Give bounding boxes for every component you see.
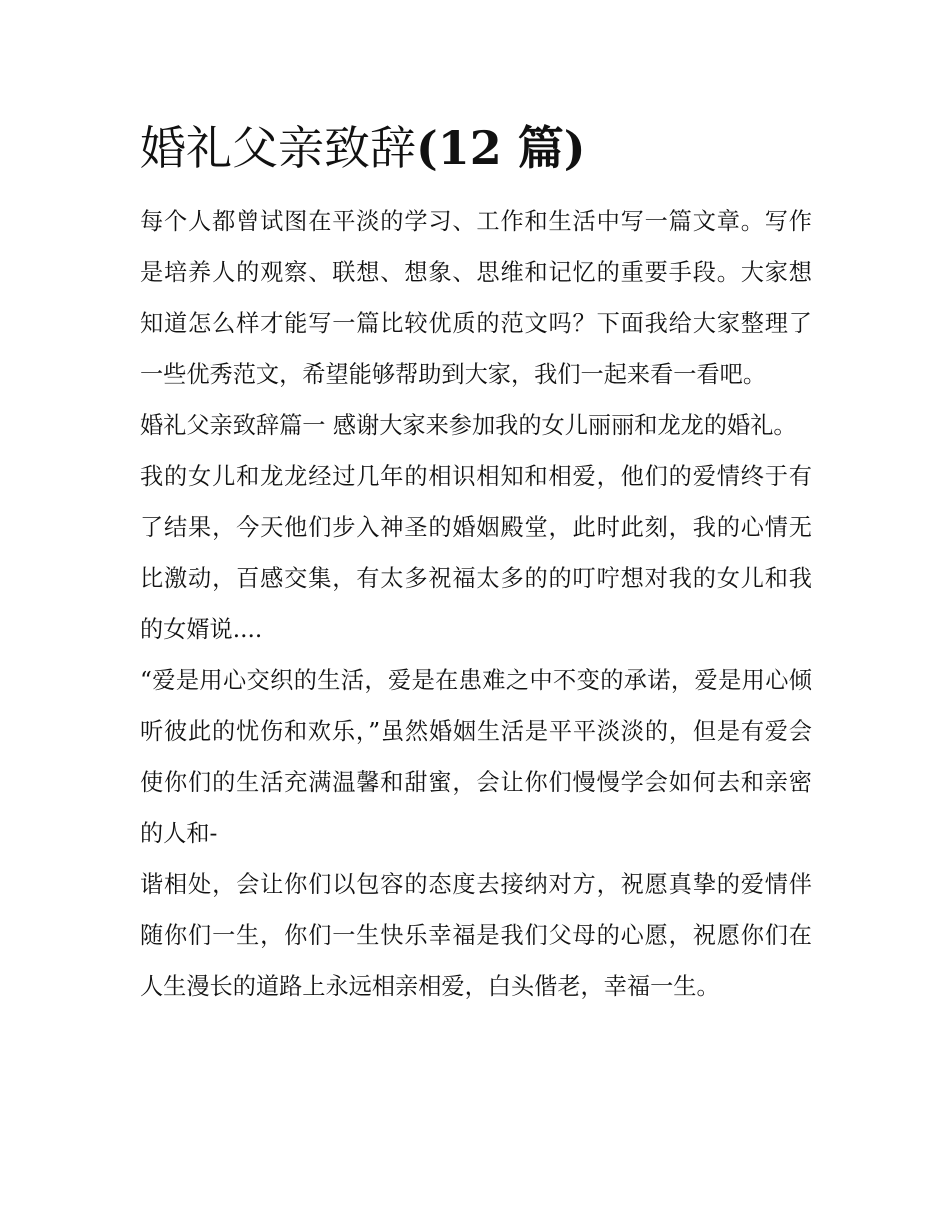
title-count: (12 篇)	[416, 121, 586, 175]
quote-paragraph: “爱是用心交织的生活，爱是在患难之中不变的承诺，爱是用心倾听彼此的忧伤和欢乐，”虽然婚姻生活是平平淡淡的，但是有爱会使你们的生活充满温馨和甜蜜，会让你们慢慢学会如何去和亲密的人和-	[140, 667, 812, 847]
body-paragraph: 我的女儿和龙龙经过几年的相识相知和相爱，他们的爱情终于有了结果，今天他们步入神圣的婚姻殿堂，此时此刻，我的心情无比激动，百感交集，有太多祝福太多的的叮咛想对我的女儿和我的女婿说....	[140, 463, 812, 643]
section-heading-paragraph: 婚礼父亲致辞篇一 感谢大家来参加我的女儿丽丽和龙龙的婚礼。	[140, 412, 797, 439]
closing-paragraph: 谐相处，会让你们以包容的态度去接纳对方，祝愿真挚的爱情伴随你们一生，你们一生快乐幸福是我们父母的心愿，祝愿你们在人生漫长的道路上永远相亲相爱，白头偕老，幸福一生。	[140, 871, 812, 1000]
intro-paragraph: 每个人都曾试图在平淡的学习、工作和生活中写一篇文章。写作是培养人的观察、联想、想象、思维和记忆的重要手段。大家想知道怎么样才能写一篇比较优质的范文吗？下面我给大家整理了一些优秀范文，希望能够帮助到大家，我们一起来看一看吧。	[140, 208, 812, 388]
page-title	[140, 112, 586, 184]
title-text: 婚礼父亲致辞	[140, 121, 416, 175]
article-body	[140, 196, 812, 1012]
